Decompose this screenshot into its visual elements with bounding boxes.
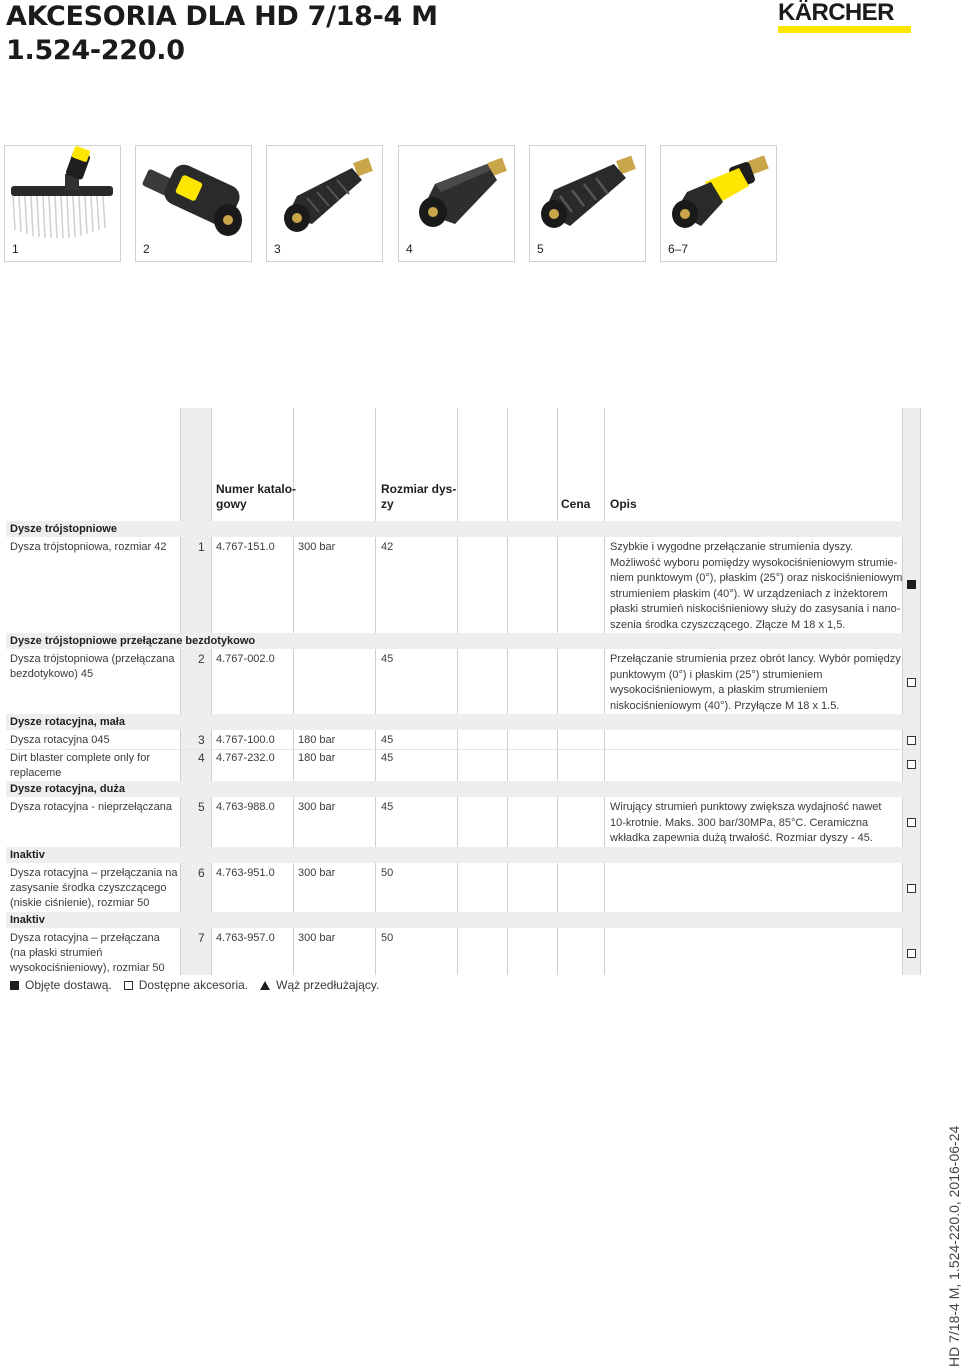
row-6-catalog: 4.763-951.0 xyxy=(216,867,275,879)
available-mark xyxy=(907,678,916,687)
row-4-size: 45 xyxy=(381,752,394,764)
available-mark xyxy=(907,760,916,769)
header-size-2: zy xyxy=(381,497,394,511)
grid-line xyxy=(604,408,605,975)
header-size-1: Rozmiar dys- xyxy=(381,482,457,496)
row-1-size: 42 xyxy=(381,541,394,553)
legend-available: Dostępne akcesoria. xyxy=(138,978,249,992)
thumb-2 xyxy=(135,145,252,262)
row-6-name: Dysza rotacyjna – przełączania na zasysanie środka czyszczącego (niskie ciśnienie), rozmiar 50 xyxy=(10,867,178,909)
row-3-pressure: 180 bar xyxy=(298,734,336,746)
row-7-name: Dysza rotacyjna – przełączana (na płaski strumień wysokociśnieniowy), rozmiar 50 xyxy=(10,932,165,974)
row-3-catalog: 4.767-100.0 xyxy=(216,734,275,746)
thumb-3 xyxy=(266,145,383,262)
available-mark xyxy=(907,884,916,893)
dirt-blaster-icon xyxy=(399,146,514,241)
hose-triangle-icon xyxy=(260,981,270,990)
row-1-pressure: 300 bar xyxy=(298,541,336,553)
thumb-label-6-7: 6–7 xyxy=(668,242,689,256)
row-3-num: 3 xyxy=(198,733,205,747)
row-7-num: 7 xyxy=(198,931,205,945)
grid-line xyxy=(375,408,376,975)
available-mark xyxy=(907,736,916,745)
thumb-5 xyxy=(529,145,646,262)
thumb-label-5: 5 xyxy=(537,242,544,256)
row-3-name: Dysza rotacyjna 045 xyxy=(10,734,110,746)
grid-line xyxy=(920,408,921,975)
header-size xyxy=(381,482,456,512)
nozzle-switch-icon xyxy=(136,146,251,241)
legend xyxy=(10,978,391,993)
row-5-name: Dysza rotacyjna - nieprzełączana xyxy=(10,801,173,813)
section-heading: Inaktiv xyxy=(6,847,920,863)
grid-line xyxy=(507,408,508,975)
row-5-pressure: 300 bar xyxy=(298,801,336,813)
available-mark xyxy=(907,949,916,958)
grid-line xyxy=(180,408,181,975)
brand-logo xyxy=(778,2,911,33)
header-catalog-1: Numer katalo- xyxy=(216,482,297,496)
available-legend-icon xyxy=(124,981,133,990)
grid-line xyxy=(557,408,558,975)
header-price: Cena xyxy=(561,497,591,511)
row-1-catalog: 4.767-151.0 xyxy=(216,541,275,553)
title-line-1: AKCESORIA DLA HD 7/18-4 M xyxy=(6,1,438,32)
row-7-catalog: 4.763-957.0 xyxy=(216,932,275,944)
row-4-name: Dirt blaster complete only for replaceme xyxy=(10,752,150,779)
row-5-desc: Wirujący strumień punktowy zwiększa wydajność nawet 10-krotnie. Maks. 300 bar/30MPa, 85°C. Ceramiczna wkładka zapewnia dużą trwałość. Rozmiar dyszy - 45. xyxy=(610,801,882,844)
shade-col-num xyxy=(180,408,211,975)
available-mark xyxy=(907,818,916,827)
grid-line xyxy=(457,408,458,975)
row-3-size: 45 xyxy=(381,734,394,746)
section-heading: Dysze trójstopniowe przełączane bezdotykowo xyxy=(6,633,920,649)
row-4-pressure: 180 bar xyxy=(298,752,336,764)
included-mark xyxy=(907,580,916,589)
row-4-catalog: 4.767-232.0 xyxy=(216,752,275,764)
thumb-label-3: 3 xyxy=(274,242,281,256)
row-7-size: 50 xyxy=(381,932,394,944)
wash-brush-icon xyxy=(5,146,120,241)
row-4-num: 4 xyxy=(198,751,205,765)
section-heading: Dysze trójstopniowe xyxy=(6,521,920,537)
row-6-num: 6 xyxy=(198,866,205,880)
row-2-catalog: 4.767-002.0 xyxy=(216,653,275,665)
row-6-size: 50 xyxy=(381,867,394,879)
row-divider xyxy=(6,749,920,750)
legend-included: Objęte dostawą. xyxy=(25,978,112,992)
row-2-num: 2 xyxy=(198,652,205,666)
brand-name: KÄRCHER xyxy=(778,0,894,26)
thumb-label-2: 2 xyxy=(143,242,150,256)
section-heading: Dysze rotacyjna, mała xyxy=(6,714,920,730)
legend-hose: Wąż przedłużający. xyxy=(276,978,380,992)
rotary-switch-nozzle-icon xyxy=(661,146,776,241)
row-5-num: 5 xyxy=(198,800,205,814)
section-heading: Inaktiv xyxy=(6,912,920,928)
row-2-desc: Przełączanie strumienia przez obrót lancy. Wybór pomiędzy punktowym (0°) i płaskim (25°) strumieniem wysokociśnieniowym, a płaskim strumieniem niskociśnieniowym (40°). Przyłącze M 18 x 1.5. xyxy=(610,653,901,712)
row-6-pressure: 300 bar xyxy=(298,867,336,879)
page-title xyxy=(6,0,438,68)
row-5-catalog: 4.763-988.0 xyxy=(216,801,275,813)
document-footer: HD 7/18-4 M, 1.524-220.0, 2016-06-24 xyxy=(946,1125,962,1367)
row-1-name: Dysza trójstopniowa, rozmiar 42 xyxy=(10,541,167,553)
row-1-desc: Szybkie i wygodne przełączanie strumienia dyszy. Możliwość wyboru pomiędzy wysokociśnieniowym strumieniem punktowym (0°), płaskim (25°) oraz niskociśnieniowym strumieniem płaskim (40°). W urządzeniach z inżektorem płaski strumień niskociśnieniowy służy do zasysania i nanoszenia środka czyszczącego. Złącze M 18 x 1,5. xyxy=(610,541,903,631)
row-2-name: Dysza trójstopniowa (przełączana bezdotykowo) 45 xyxy=(10,653,175,680)
rotary-nozzle-small-icon xyxy=(267,146,382,241)
title-line-2: 1.524-220.0 xyxy=(6,35,185,66)
row-2-size: 45 xyxy=(381,653,394,665)
section-heading: Dysze rotacyjna, duża xyxy=(6,781,920,797)
thumb-label-4: 4 xyxy=(406,242,413,256)
row-5-size: 45 xyxy=(381,801,394,813)
rotary-nozzle-large-icon xyxy=(530,146,645,241)
header-catalog-2: gowy xyxy=(216,497,247,511)
thumb-4 xyxy=(398,145,515,262)
row-7-pressure: 300 bar xyxy=(298,932,336,944)
thumb-1 xyxy=(4,145,121,262)
thumb-6-7 xyxy=(660,145,777,262)
header-catalog xyxy=(216,482,296,512)
row-1-num: 1 xyxy=(198,540,205,554)
brand-bar xyxy=(778,26,911,33)
thumb-label-1: 1 xyxy=(12,242,19,256)
included-legend-icon xyxy=(10,981,19,990)
header-desc: Opis xyxy=(610,497,637,511)
grid-line xyxy=(211,408,212,975)
